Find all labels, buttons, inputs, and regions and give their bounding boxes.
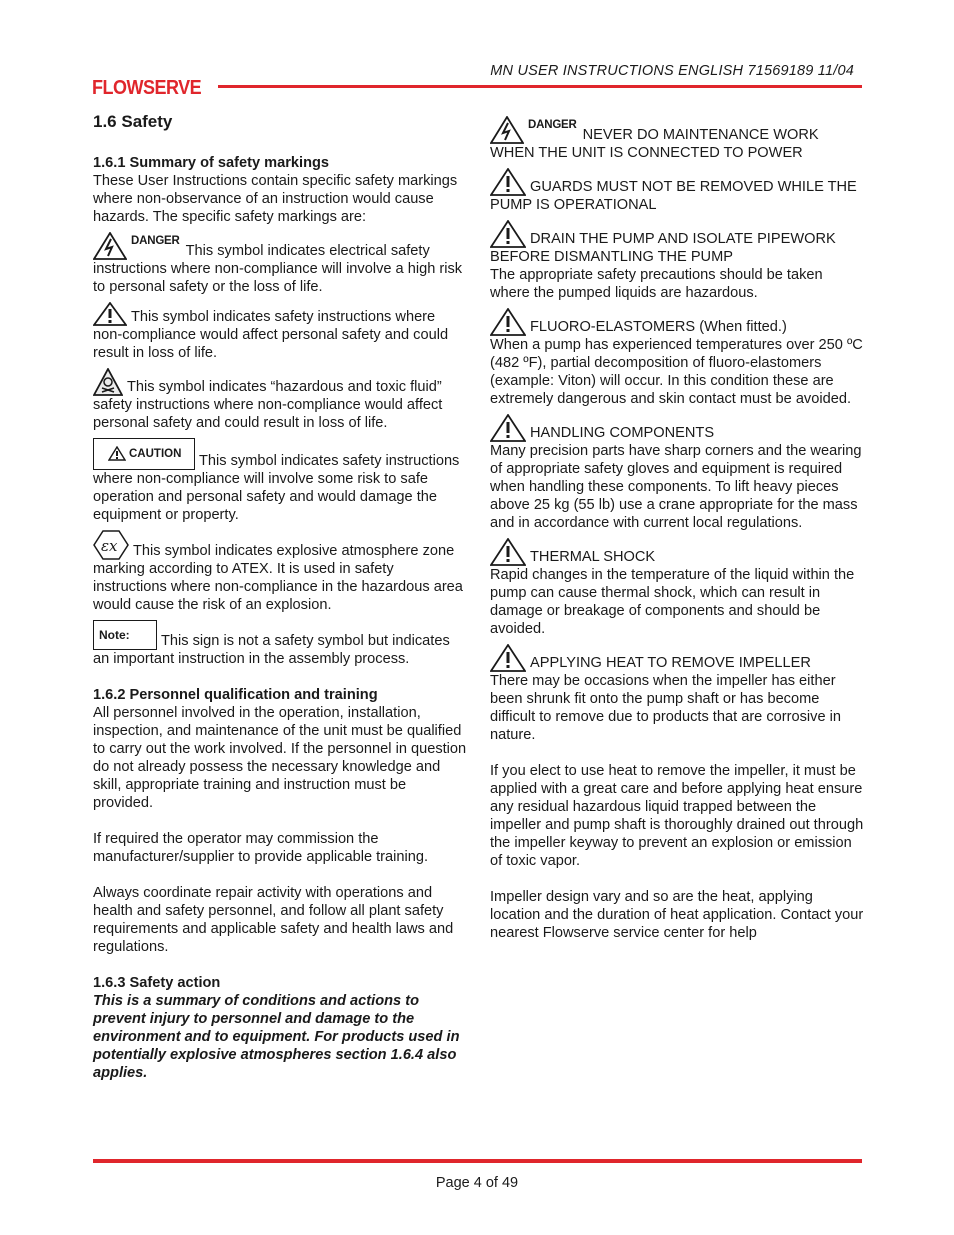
subsection-heading-1-6-3: 1.6.3 Safety action [93, 975, 221, 991]
warning-triangle-icon [490, 308, 526, 336]
left-column [93, 112, 467, 1082]
warning-triangle-icon [490, 414, 526, 442]
warning-item-fluoro [490, 308, 864, 336]
note-marking [93, 620, 467, 668]
warning-item-drain-body: The appropriate safety precautions should be taken where the pumped liquids are hazardous. [490, 267, 823, 301]
warning-triangle-icon [490, 538, 526, 566]
warning-item-thermal-text: THERMAL SHOCK [530, 549, 656, 565]
warning-item-thermal-body: Rapid changes in the temperature of the liquid within the pump can cause thermal shock, which can result in damage or breakage of components and should be avoided. [490, 567, 855, 637]
right-column [490, 116, 864, 942]
page-number: Page 4 of 49 [435, 1175, 519, 1191]
toxic-fluid-marking [93, 368, 467, 432]
ex-description: This symbol indicates explosive atmosphere zone marking according to ATEX. It is used in safety instructions where non-compliance in the hazardous area would cause the risk of an explosion. [93, 543, 463, 613]
svg-text:εx: εx [101, 537, 118, 555]
warning-item-heat [490, 644, 864, 672]
electrical-danger-icon [490, 116, 524, 144]
document-title: MN USER INSTRUCTIONS ENGLISH 71569189 11/04 [490, 63, 854, 79]
caution-label: CAUTION [129, 448, 182, 460]
warning-item-fluoro-body: When a pump has experienced temperatures over 250 ºC (482 ºF), partial decomposition of fluoro-elastomers (example: Viton) will occur. In this condition these are extremely dangerous and skin contact must be avoided. [490, 337, 863, 407]
general-safety-marking [93, 302, 467, 362]
warning-item-heat-text: APPLYING HEAT TO REMOVE IMPELLER [530, 655, 811, 671]
ex-marking [93, 530, 467, 614]
subsection-heading-1-6-2: 1.6.2 Personnel qualification and training [93, 687, 378, 703]
warning-triangle-icon [490, 644, 526, 672]
warning-item-handling-body: Many precision parts have sharp corners and the wearing of appropriate safety gloves and equipment is required when handling these components. To lift heavy pieces above 25 kg (55 lb) use a crane appropriate for the mass and in accordance with current local regulations. [490, 443, 862, 531]
section-title: 1.6 Safety [93, 112, 173, 131]
logo-text: FLOWSERVE [92, 75, 202, 99]
warning-item-fluoro-text: FLUORO-ELASTOMERS (When fitted.) [530, 319, 787, 335]
note-symbol [93, 620, 157, 650]
warning-triangle-icon [93, 302, 127, 326]
intro-paragraph: These User Instructions contain specific safety markings where non-observance of an instruction would cause hazards. The specific safety markings are: [93, 173, 458, 225]
warning-item-heat-body-1: There may be occasions when the impeller has either been shrunk fit onto the pump shaft or has become difficult to remove due to products that are corrosive in nature. [490, 673, 841, 743]
note-description: This sign is not a safety symbol but indicates an important instruction in the assembly process. [93, 633, 450, 667]
footer-rule [93, 1159, 862, 1163]
subsection-heading-1-6-1: 1.6.1 Summary of safety markings [93, 155, 330, 171]
danger-description: This symbol indicates electrical safety instructions where non-compliance will involve a high risk to personal safety or the loss of life. [93, 243, 463, 295]
training-paragraph-3: Always coordinate repair activity with operations and health and safety personnel, and follow all plant safety requirements and applicable safety and health laws and regulations. [93, 885, 454, 955]
warning-item-heat-body-2: If you elect to use heat to remove the impeller, it must be applied with a great care and before applying heat ensure any residual hazardous liquid trapped between the impeller and pump shaft is thoroughly drained out through the impeller keyway to prevent an explosion or emission of toxic vapor. [490, 763, 864, 869]
caution-description: This symbol indicates safety instructions where non-compliance will involve some risk to safe operation and personal safety and would damage the equipment or property. [93, 453, 460, 523]
warning-item-guards [490, 168, 864, 214]
training-paragraph-1: All personnel involved in the operation, installation, inspection, and maintenance of the unit must be qualified to carry out the work involved. If the personnel in question do not already possess the necessary knowledge and skill, appropriate training and instruction must be provided. [93, 705, 467, 811]
warning-item-handling-text: HANDLING COMPONENTS [530, 425, 715, 441]
danger-marking [93, 232, 467, 296]
warning-item-drain-text: DRAIN THE PUMP AND ISOLATE PIPEWORK BEFORE DISMANTLING THE PUMP [490, 231, 836, 265]
training-paragraph-2: If required the operator may commission the manufacturer/supplier to provide applicable training. [93, 831, 429, 865]
warning-item-heat-body-3: Impeller design vary and so are the heat, applying location and the duration of heat application. Contact your nearest Flowserve service center for help [490, 889, 864, 941]
warning-item-guards-text: GUARDS MUST NOT BE REMOVED WHILE THE PUMP IS OPERATIONAL [490, 179, 857, 213]
caution-symbol [93, 438, 195, 470]
safety-action-summary: This is a summary of conditions and actions to prevent injury to personnel and damage to the environment and to equipment. For products used in potentially explosive atmospheres section 1.6.4 also applies. [93, 993, 460, 1081]
warning-item-thermal [490, 538, 864, 566]
danger-item-power [490, 116, 864, 162]
toxic-fluid-description: This symbol indicates “hazardous and toxic fluid” safety instructions where non-compliance would affect personal safety and could result in loss of life. [93, 379, 443, 431]
warning-item-handling [490, 414, 864, 442]
warning-triangle-icon [490, 220, 526, 248]
ex-atmosphere-icon [93, 530, 129, 560]
warning-triangle-icon [490, 168, 526, 196]
note-label: Note: [99, 628, 130, 642]
caution-triangle-icon [108, 446, 126, 466]
electrical-danger-icon [93, 232, 127, 260]
caution-marking [93, 438, 467, 524]
danger-label: DANGER [528, 119, 577, 131]
danger-item-power-text: NEVER DO MAINTENANCE WORK WHEN THE UNIT IS CONNECTED TO POWER [490, 127, 819, 161]
header-rule [218, 85, 862, 88]
general-safety-description: This symbol indicates safety instructions where non-compliance would affect personal safety and could result in loss of life. [93, 309, 449, 361]
danger-label: DANGER [131, 235, 180, 247]
flowserve-logo [92, 75, 212, 105]
toxic-hazard-icon [93, 368, 123, 396]
warning-item-drain [490, 220, 864, 266]
